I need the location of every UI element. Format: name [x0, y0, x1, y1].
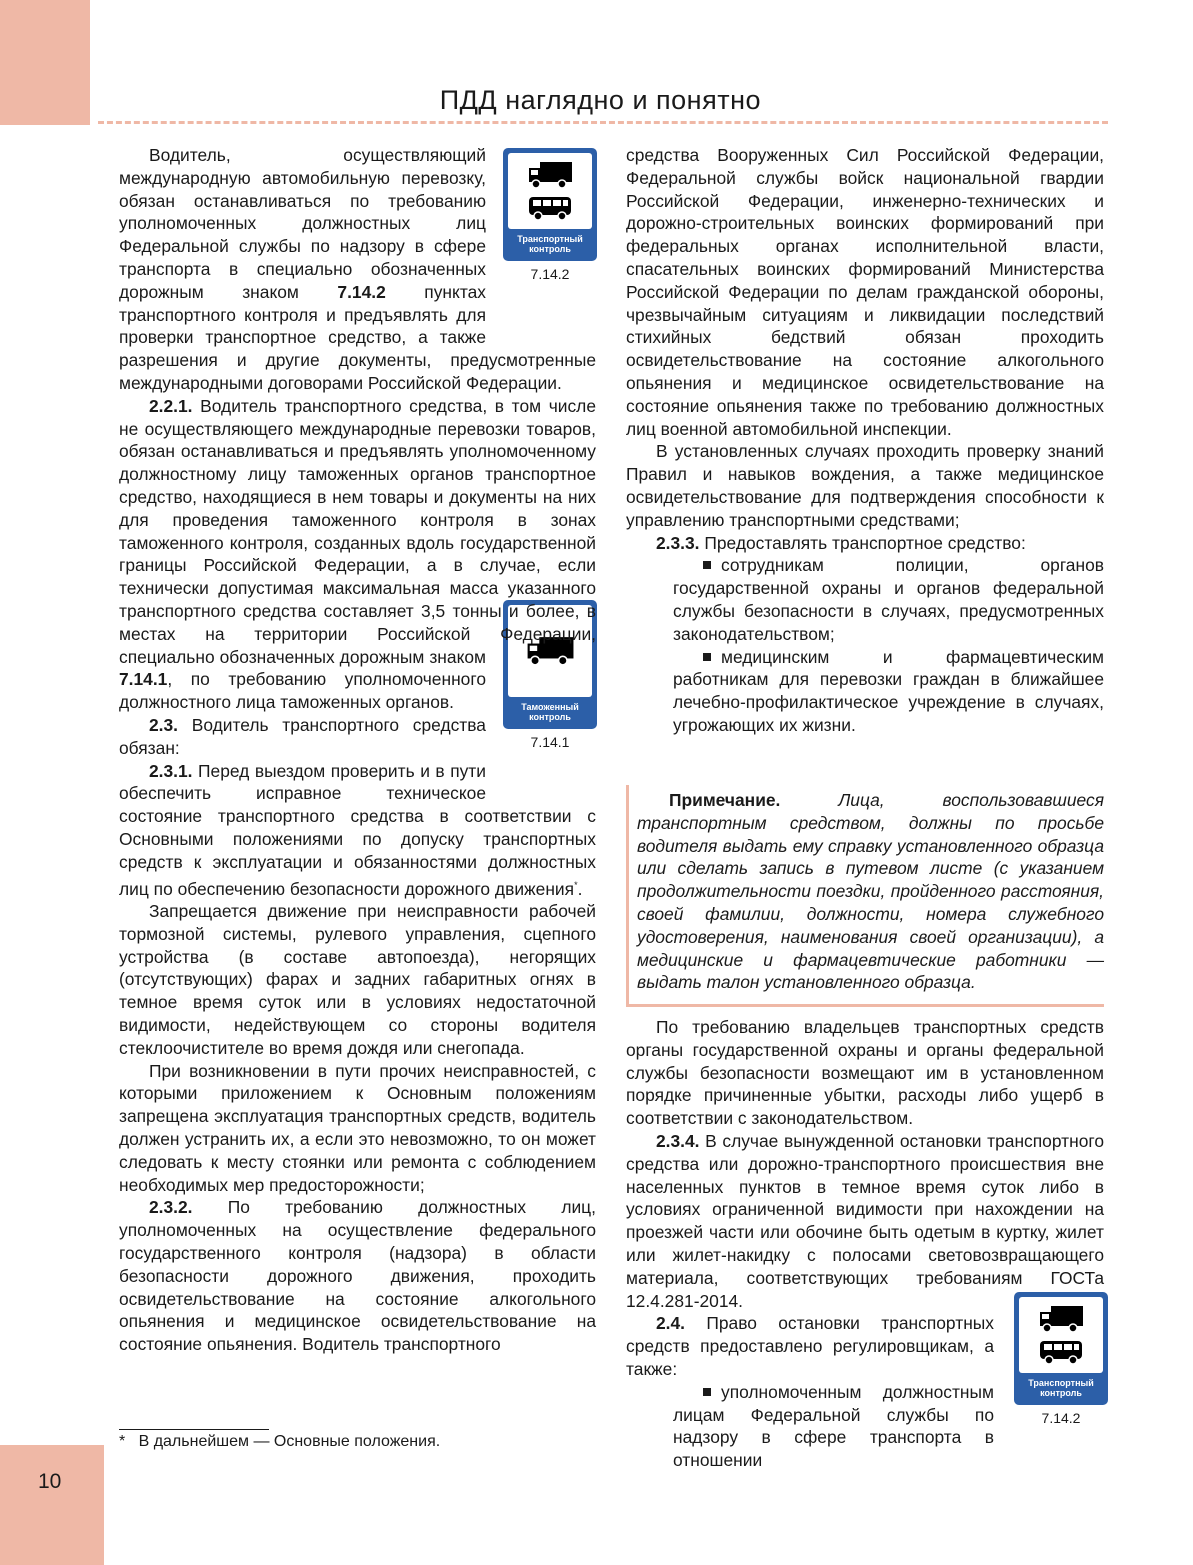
right-column-top — [626, 144, 1104, 737]
running-title: ПДД наглядно и понятно — [439, 85, 761, 115]
note-text: Примечание. Лица, воспользовавшиеся транспортным средством, должны по просьбе водителя выдать ему справку установленного образца или сделать запись в путевом листе (с указанием продолжительности поездки, пройденного расстояния, своей фамилии, должности, номера служебного удостоверения, наименования своей организации), а медицинские и фармацевтические работники — выдать талон установленного образца. — [637, 790, 1104, 993]
list-item: медицинским и фармацевтическим работникам для перевозки граждан в ближайшее лечебно-профилактическое учреждение в случаях, угрожающих их жизни. — [673, 646, 1104, 735]
paragraph: По требованию владельцев транспортных средств органы государственной охраны и органы федеральной службы безопасности возмещают им в установленном порядке причиненные убытки, расходы либо ущерб в соответствии с законодательством. — [626, 1017, 1104, 1129]
bullet-icon — [703, 653, 711, 661]
note-box — [626, 785, 1104, 1007]
paragraph: При возникновении в пути прочих неисправностей, с которыми приложением к Основным положениям запрещена эксплуатация транспортных средств, водитель должен устранить их, а если это невозможно, то он может следовать к месту стоянки или ремонта с соблюдением необходимых мер предосторожности; — [119, 1060, 596, 1195]
paragraph-2-3-1: 2.3.1. Перед выездом проверить и в пути обеспечить исправное техническое состояние транспортного средства в соответствии с Основными положениями по допуску транспортных средств к эксплуатации и обязанностями должностных лиц по обеспечению безопасности дорожного движения*. — [119, 760, 596, 899]
footnote: * В дальнейшем — Основные положения. — [119, 1433, 441, 1450]
paragraph: Водитель, осуществляющий международную автомобильную перевозку, обязан останавливаться по требованию уполномоченных должностных лиц Федеральной службы по надзору в сфере транспорта в специально обозначенных дорожным знаком 7.14.2 пунктах транспортного контроля и предъявлять для проверки транспортное средство, а также разрешения и другие документы, предусмотренные международными договорами Российской Федерации. — [119, 145, 596, 393]
bullet-icon — [703, 561, 711, 569]
bullet-icon — [703, 1388, 711, 1396]
header-divider — [98, 121, 1108, 124]
paragraph-2-3-2: 2.3.2. По требованию должностных лиц, уполномоченных на осуществление федерального государственного контроля (надзора) в области безопасности дорожного движения, проходить освидетельствование на состояние алкогольного опьянения и медицинское освидетельствование на состояние опьянения. Водитель транспортного — [119, 1197, 596, 1355]
page-number-tab — [0, 1445, 104, 1565]
sign-text: Таможенный контроль — [521, 702, 579, 722]
paragraph-2-3: 2.3. Водитель транспортного средства обязан: — [119, 714, 486, 758]
paragraph-2-3-3: 2.3.3. Предоставлять транспортное средство: — [656, 532, 1026, 553]
paragraph-2-3-4: 2.3.4. В случае вынужденной остановки транспортного средства или дорожно-транспортного происшествия вне населенных пунктов в темное время суток либо в условиях ограниченной видимости при нахождении на проезжей части или обочине быть одетым в куртку, жилет или жилет-накидку с полосами световозвращающего материала, соответствующих требованиям ГОСТа 12.4.281-2014. — [626, 1130, 1104, 1311]
paragraph: Запрещается движение при неисправности рабочей тормозной системы, рулевого управления, сцепного устройства (в составе автопоезда), негорящих (отсутствующих) фарах и задних габаритных огнях в темное время суток или в условиях недостаточной видимости, недействующем со стороны водителя стеклоочистителе во время дождя или снегопада. — [119, 901, 596, 1058]
footnote-rule — [119, 1429, 269, 1430]
sign-label: 7.14.1 — [530, 734, 570, 750]
page-number: 10 — [38, 1470, 62, 1493]
page-corner-tab — [0, 0, 90, 125]
paragraph-2-2-1: 2.2.1. Водитель транспортного средства, в том числе не осуществляющего международные перевозки товаров, обязан останавливаться и предъявлять уполномоченному должностному лицу таможенных органов транспортное средство, находящиеся в нем товары и документы на них для проведения таможенного контроля в зонах таможенного контроля, созданных вдоль государственной границы Российской Федерации, а в случае, если технически допустимая максимальная масса указанного транспортного средства составляет 3,5 тонны и более, в местах на территории Российской Федерации, специально обозначенных дорожным знаком 7.14.1, по требованию уполномоченного должностного лица таможенных органов. — [119, 395, 596, 713]
paragraph: В установленных случаях проходить проверку знаний Правил и навыков вождения, а также медицинское освидетельствование для подтверждения способности к управлению транспортными средствами; — [626, 441, 1104, 530]
sign-label: 7.14.2 — [1041, 1410, 1081, 1426]
list-item: уполномоченным должностным лицам Федеральной службы по надзору в сфере транспорта в отношении — [673, 1381, 994, 1471]
left-column — [119, 144, 596, 1356]
paragraph-2-4: 2.4. Право остановки транспортных средств предоставлено регулировщикам, а также: — [626, 1313, 994, 1379]
paragraph: средства Вооруженных Сил Российской Федерации, Федеральной службы войск национальной гвардии Российской Федерации, инженерно-технических и дорожно-строительных воинских формирований при федеральных органах исполнительной власти, спасательных воинских формирований Министерства Российской Федерации по делам гражданской обороны, чрезвычайным ситуациям и ликвидации последствий стихийных бедствий обязан проходить освидетельствование на состояние алкогольного опьянения и медицинское освидетельствование на состояние опьянения также по требованию должностных лиц военной автомобильной инспекции. — [626, 145, 1104, 439]
sign-text: Транспортный контроль — [517, 234, 583, 254]
sign-text: Транспортный контроль — [1028, 1378, 1094, 1398]
list-item: сотрудникам полиции, органов государственной охраны и органов федеральной службы безопасности в случаях, предусмотренных законодательством; — [673, 555, 1104, 644]
sign-label: 7.14.2 — [530, 266, 570, 282]
right-column-bottom — [626, 1016, 1104, 1472]
